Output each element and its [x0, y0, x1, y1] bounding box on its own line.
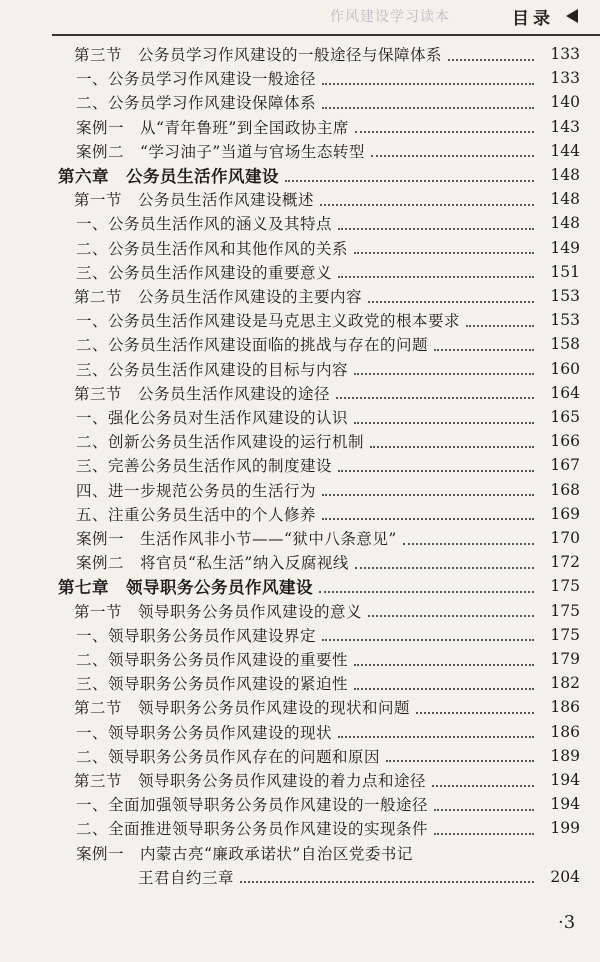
toc-entry-title: 二、公务员生活作风建设面临的挑战与存在的问题 [76, 336, 429, 355]
dot-leader [354, 372, 534, 375]
dot-leader [338, 735, 534, 738]
toc-entry-title: 第七章 领导职务公务员作风建设 [58, 578, 313, 598]
toc-item-row [0, 236, 600, 260]
toc-page-number: 160 [550, 359, 580, 378]
toc-item-row [0, 816, 600, 840]
toc-item-row [0, 478, 600, 502]
toc-item-row [0, 792, 600, 816]
toc-page-number: 133 [550, 45, 580, 63]
page-number: ·3 [558, 912, 576, 933]
toc-section-row [0, 768, 600, 792]
toc-section-row [0, 42, 600, 66]
toc-page-number: 204 [550, 867, 580, 886]
toc-section-row [0, 695, 600, 719]
dot-leader [434, 348, 534, 351]
toc-item-row [0, 720, 600, 744]
dot-leader [448, 58, 534, 61]
toc-page-number: 149 [550, 238, 580, 257]
dot-leader [285, 179, 534, 182]
left-arrow-icon [566, 9, 578, 23]
toc-item-row [0, 332, 600, 356]
dot-leader [336, 396, 534, 399]
toc-item-row [0, 405, 600, 429]
toc-entry-title: 一、全面加强领导职务公务员作风建设的一般途径 [76, 796, 429, 815]
toc-page-number: 140 [550, 93, 580, 112]
toc-chapter-row [0, 163, 600, 187]
toc-item-row [0, 550, 600, 574]
dot-leader [368, 300, 534, 303]
header-rule [52, 34, 600, 36]
section-label: 目录 [512, 9, 554, 29]
toc-chapter-row [0, 574, 600, 598]
toc-entry-title: 第二节 领导职务公务员作风建设的现状和问题 [74, 699, 411, 718]
toc-entry-title: 第三节 公务员学习作风建设的一般途径与保障体系 [74, 46, 443, 64]
toc-section-row [0, 599, 600, 623]
toc-entry-title: 二、公务员生活作风和其他作风的关系 [76, 239, 349, 258]
dot-leader [354, 687, 534, 690]
dot-leader [319, 590, 534, 593]
toc-entry-title: 王君自约三章 [138, 868, 235, 887]
toc-page-number: 153 [550, 311, 580, 330]
toc-page-number: 166 [550, 432, 580, 451]
toc-entry-title: 四、进一步规范公务员的生活行为 [76, 481, 317, 500]
toc-page-number: 175 [550, 625, 580, 644]
toc-item-row [0, 671, 600, 695]
dot-leader [322, 638, 534, 641]
toc-entry-title: 案例一 生活作风非小节——“狱中八条意见” [76, 530, 397, 548]
toc-page-number: 169 [550, 504, 580, 523]
toc-entry-title: 一、公务员学习作风建设一般途径 [76, 70, 317, 89]
toc-page-number: 170 [550, 529, 580, 547]
toc-item-row [0, 260, 600, 284]
toc-section-row [0, 381, 600, 405]
toc-entry-title: 一、公务员生活作风建设是马克思主义政党的根本要求 [76, 312, 461, 331]
toc-page-number: 194 [550, 771, 580, 789]
dot-leader [386, 759, 534, 762]
toc-item-row [0, 139, 600, 163]
dot-leader [466, 324, 534, 327]
toc-item-row [0, 308, 600, 332]
dot-leader [322, 493, 534, 496]
toc-entry-title: 一、领导职务公务员作风建设的现状 [76, 723, 333, 742]
toc-page-number: 158 [550, 335, 580, 354]
toc-section-row [0, 187, 600, 211]
toc-page-number: 164 [550, 383, 580, 402]
toc-section-row [0, 284, 600, 308]
toc-item-row [0, 744, 600, 768]
dot-leader [320, 203, 534, 206]
toc-page-number: 175 [550, 601, 580, 620]
toc-item-row [0, 502, 600, 526]
toc-entry-title: 二、公务员学习作风建设保障体系 [76, 94, 317, 113]
toc-page-number: 148 [550, 214, 580, 233]
toc-page-number: 165 [550, 408, 580, 426]
dot-leader [368, 614, 534, 617]
dot-leader [354, 251, 534, 254]
toc-item-row [0, 647, 600, 671]
dot-leader [371, 154, 534, 157]
toc-entry-title: 二、全面推进领导职务公务员作风建设的实现条件 [76, 820, 429, 839]
toc-entry-title: 二、领导职务公务员作风建设的重要性 [76, 651, 349, 669]
dot-leader [338, 227, 534, 230]
toc-entry-title: 三、公务员生活作风建设的重要意义 [76, 263, 333, 282]
toc-page-number: 168 [550, 480, 580, 499]
toc-entry-title: 第六章 公务员生活作风建设 [58, 167, 279, 186]
toc-entry-title: 第一节 公务员生活作风建设概述 [74, 191, 315, 210]
toc-entry-title: 案例二 将官员“私生活”纳入反腐视线 [76, 554, 349, 573]
toc-entry-title: 三、领导职务公务员作风建设的紧迫性 [76, 675, 349, 694]
toc-page-number: 175 [550, 577, 580, 596]
toc-page-number: 143 [550, 117, 580, 136]
toc-item-row [0, 357, 600, 381]
dot-leader [370, 445, 534, 448]
toc-page-number: 199 [550, 819, 580, 838]
dot-leader [338, 469, 534, 472]
dot-leader [322, 82, 534, 85]
toc-item-row [0, 211, 600, 235]
dot-leader [434, 808, 534, 811]
dot-leader [403, 542, 534, 545]
dot-leader [338, 275, 534, 278]
toc-page-number: 148 [550, 166, 580, 184]
toc-item-row [0, 841, 600, 865]
toc-page-number: 194 [550, 795, 580, 814]
toc-page-number: 148 [550, 190, 580, 209]
dot-leader [240, 880, 534, 883]
toc-item-row [0, 115, 600, 139]
toc-page-number: 172 [550, 553, 580, 572]
toc-item-row [0, 90, 600, 114]
toc-item-row [0, 66, 600, 90]
dot-leader [354, 663, 534, 666]
dot-leader [434, 832, 534, 835]
toc-entry-title: 二、领导职务公务员作风存在的问题和原因 [76, 747, 381, 766]
toc-entry-title: 一、领导职务公务员作风建设界定 [76, 626, 317, 645]
toc-page-number: 186 [550, 722, 580, 741]
toc-page-number: 151 [550, 262, 580, 281]
page-header [0, 0, 600, 36]
toc-entry-title: 三、公务员生活作风建设的目标与内容 [76, 360, 349, 379]
toc-entry-title: 案例一 内蒙古亮“廉政承诺状”自治区党委书记 [76, 844, 413, 863]
dot-leader [354, 421, 534, 424]
dot-leader [416, 711, 534, 714]
toc-entry-title: 三、完善公务员生活作风的制度建设 [76, 457, 333, 476]
toc-item-row [0, 526, 600, 550]
dot-leader [355, 566, 534, 569]
running-title: 作风建设学习读本 [330, 9, 450, 25]
toc-entry-title: 五、注重公务员生活中的个人修养 [76, 505, 317, 524]
toc-page-number: 133 [550, 69, 580, 88]
toc-page-number: 144 [550, 141, 580, 160]
toc-page-number: 186 [550, 698, 580, 717]
dot-leader [355, 130, 534, 133]
toc-entry-title: 二、创新公务员生活作风建设的运行机制 [76, 433, 365, 452]
toc-page-number: 182 [550, 674, 580, 693]
toc-entry-title: 一、强化公务员对生活作风建设的认识 [76, 409, 349, 427]
toc-entry-title: 案例一 从“青年鲁班”到全国政协主席 [76, 118, 349, 137]
dot-leader [322, 517, 534, 520]
toc-page-number: 179 [550, 650, 580, 668]
toc-page-number: 153 [550, 287, 580, 305]
toc-entry-title: 第三节 领导职务公务员作风建设的着力点和途径 [74, 772, 427, 790]
dot-leader [322, 106, 534, 109]
toc-entry-title: 第一节 领导职务公务员作风建设的意义 [74, 602, 363, 621]
toc-entry-title: 一、公务员生活作风的涵义及其特点 [76, 215, 333, 234]
toc-item-row [0, 429, 600, 453]
toc-entry-title: 第三节 公务员生活作风建设的途径 [74, 384, 331, 403]
toc-page-number: 189 [550, 746, 580, 765]
toc-entry-title: 第二节 公务员生活作风建设的主要内容 [74, 288, 363, 306]
dot-leader [432, 784, 534, 787]
toc-entry-title: 案例二 “学习油子”当道与官场生态转型 [76, 142, 365, 161]
toc-item-row [0, 623, 600, 647]
toc-item-row [0, 453, 600, 477]
toc-page-number: 167 [550, 456, 580, 475]
toc-item-row [0, 865, 600, 889]
